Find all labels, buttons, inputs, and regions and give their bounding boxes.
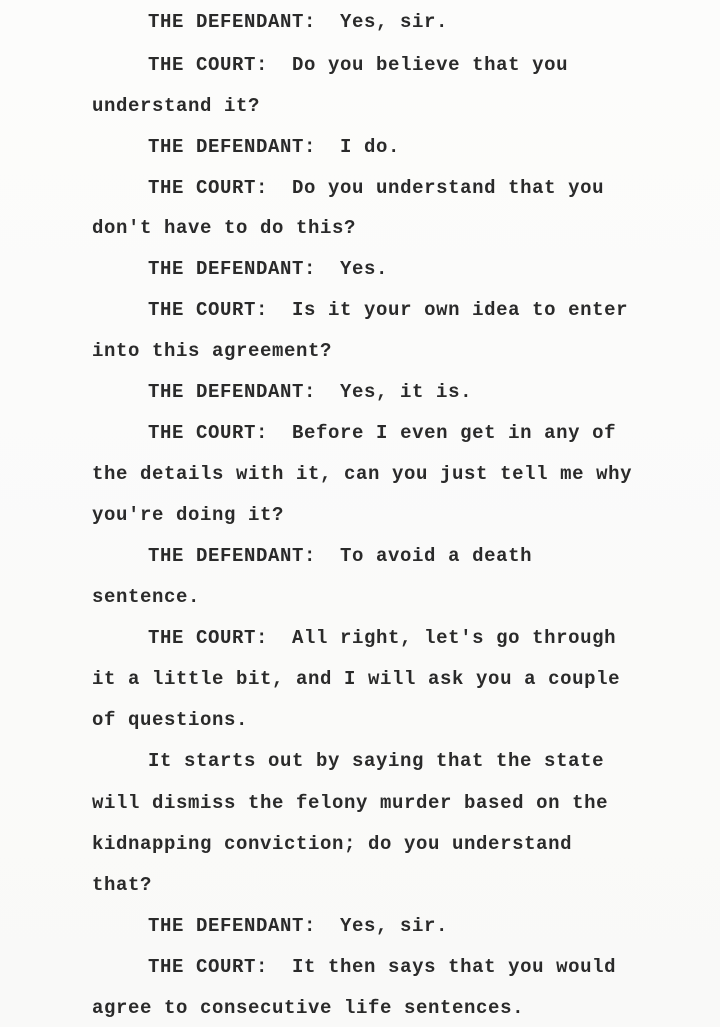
transcript-line <box>148 11 448 33</box>
line-text: Yes, sir. <box>340 915 449 937</box>
line-text: don't have to do this? <box>92 217 357 239</box>
transcript-line <box>92 217 356 239</box>
speaker-label: THE COURT: <box>148 956 269 978</box>
line-text: agree to consecutive life sentences. <box>92 997 525 1019</box>
speaker-label: THE DEFENDANT: <box>148 258 317 280</box>
transcript-line <box>92 833 572 855</box>
line-text: into this agreement? <box>92 340 333 362</box>
line-text: that? <box>92 874 153 896</box>
transcript-line <box>92 874 152 896</box>
transcript-line <box>148 54 568 76</box>
transcript-line <box>92 792 608 814</box>
speaker-label: THE COURT: <box>148 627 269 649</box>
transcript-line <box>92 504 284 526</box>
transcript-line <box>148 545 532 567</box>
transcript-line <box>92 668 620 690</box>
line-text: Before I even get in any of <box>292 422 617 444</box>
line-text: I do. <box>340 136 401 158</box>
speaker-label: THE DEFENDANT: <box>148 545 317 567</box>
line-text: To avoid a death <box>340 545 533 567</box>
line-text: understand it? <box>92 95 261 117</box>
line-text: kidnapping conviction; do you understand <box>92 833 573 855</box>
transcript-line <box>148 956 616 978</box>
transcript-line <box>148 627 616 649</box>
transcript-line <box>148 177 604 199</box>
line-text: of questions. <box>92 709 249 731</box>
transcript-line <box>92 709 248 731</box>
line-text: All right, let's go through <box>292 627 617 649</box>
transcript-line <box>92 340 332 362</box>
line-text: Yes, sir. <box>340 11 449 33</box>
speaker-label: THE COURT: <box>148 177 269 199</box>
speaker-label: THE DEFENDANT: <box>148 381 317 403</box>
line-text: Yes, it is. <box>340 381 473 403</box>
speaker-label: THE DEFENDANT: <box>148 11 317 33</box>
transcript-line <box>148 136 400 158</box>
speaker-label: THE COURT: <box>148 54 269 76</box>
line-text: Yes. <box>340 258 389 280</box>
transcript-line <box>92 586 200 608</box>
line-text: you're doing it? <box>92 504 285 526</box>
line-text: Do you believe that you <box>292 54 569 76</box>
line-text: It then says that you would <box>292 956 617 978</box>
speaker-label: THE DEFENDANT: <box>148 136 317 158</box>
speaker-label: THE DEFENDANT: <box>148 915 317 937</box>
line-text: sentence. <box>92 586 201 608</box>
line-text: will dismiss the felony murder based on the <box>92 792 609 814</box>
line-text: Is it your own idea to enter <box>292 299 629 321</box>
transcript-line <box>92 463 632 485</box>
transcript-line <box>148 381 472 403</box>
line-text: Do you understand that you <box>292 177 605 199</box>
transcript-line <box>148 258 388 280</box>
line-text: it a little bit, and I will ask you a couple <box>92 668 621 690</box>
transcript-line <box>148 422 616 444</box>
transcript-line <box>92 95 260 117</box>
speaker-label: THE COURT: <box>148 422 269 444</box>
line-text: It starts out by saying that the state <box>148 750 605 772</box>
transcript-line <box>92 997 524 1019</box>
speaker-label: THE COURT: <box>148 299 269 321</box>
line-text: the details with it, can you just tell me why <box>92 463 633 485</box>
transcript-line <box>148 915 448 937</box>
transcript-line <box>148 750 604 772</box>
transcript-line <box>148 299 628 321</box>
